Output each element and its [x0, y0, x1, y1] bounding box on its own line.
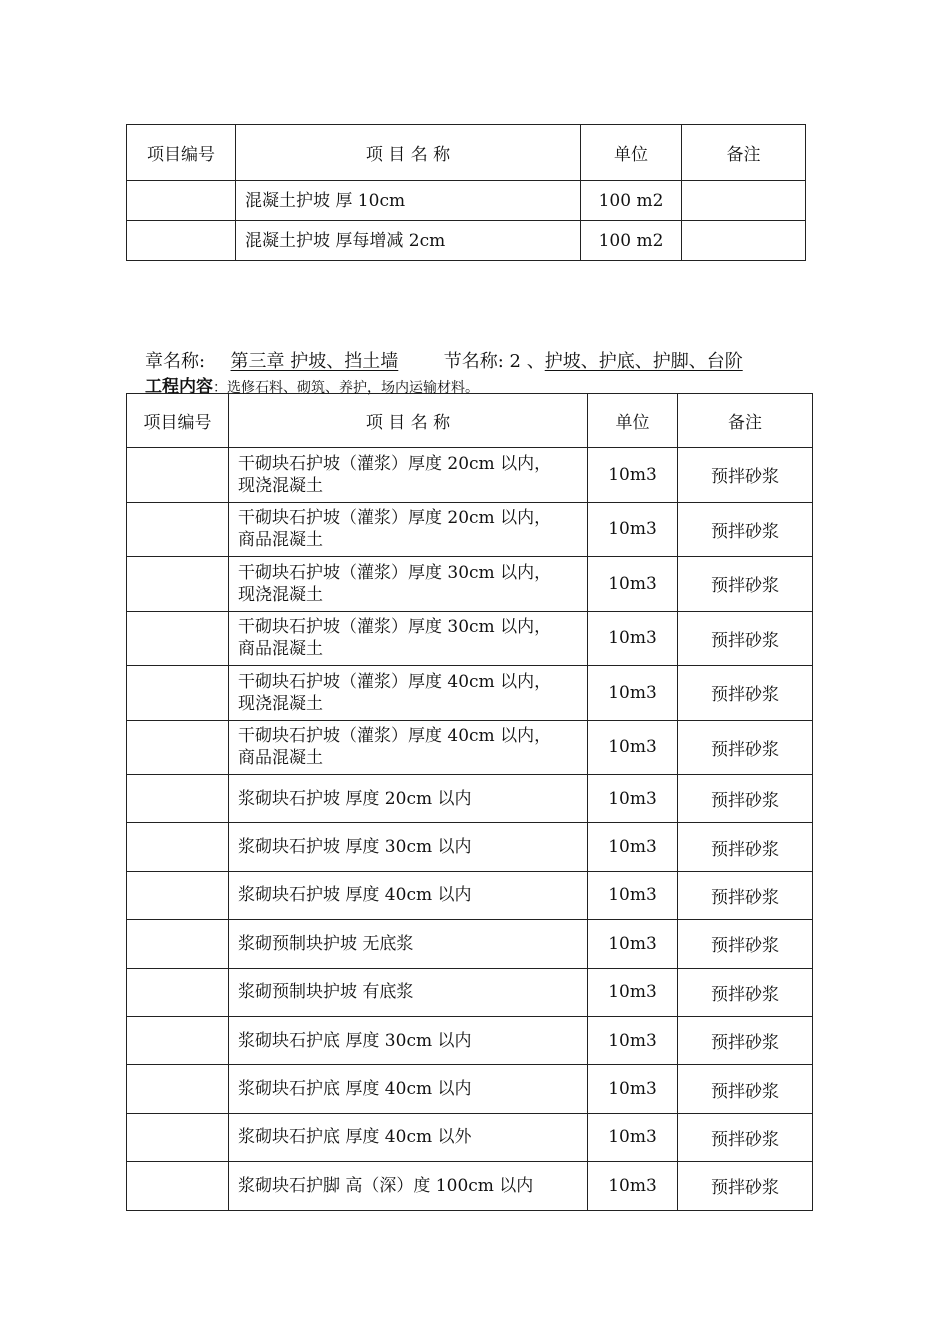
table-row [127, 611, 813, 666]
cell-unit: 10m3 [588, 871, 678, 919]
cell-name-line2: 现浇混凝土 [238, 475, 323, 496]
cell-name: 混凝土护坡 厚每增减 2cm [236, 221, 581, 261]
cell-name-line1: 浆砌块石护脚 高（深）度 100cm 以内 [238, 1175, 534, 1196]
cell-name-line2: 商品混凝土 [238, 748, 323, 769]
cell-code [127, 611, 229, 666]
cell-name-line1: 浆砌预制块护坡 有底浆 [238, 982, 414, 1003]
cell-unit: 10m3 [588, 968, 678, 1016]
chapter-value: 第三章 护坡、挡土墙 [230, 351, 399, 372]
header-name: 项 目 名 称 [236, 125, 581, 181]
table-header-row [127, 394, 813, 448]
cell-code [127, 920, 229, 968]
cell-unit: 10m3 [588, 666, 678, 721]
cell-remark: 预拌砂浆 [678, 920, 813, 968]
cell-name-line1: 浆砌块石护底 厚度 40cm 以外 [238, 1127, 472, 1148]
cell-name-line1: 干砌块石护坡（灌浆）厚度 30cm 以内， [238, 617, 552, 638]
header-unit: 单位 [581, 125, 682, 181]
cell-remark: 预拌砂浆 [678, 775, 813, 823]
cell-name [229, 666, 588, 721]
table-row [127, 1162, 813, 1210]
cell-code [127, 871, 229, 919]
cell-unit: 10m3 [588, 557, 678, 612]
cell-remark: 预拌砂浆 [678, 666, 813, 721]
cell-code [127, 221, 236, 261]
header-unit: 单位 [588, 394, 678, 448]
cell-remark: 预拌砂浆 [678, 1065, 813, 1113]
table-row [127, 666, 813, 721]
cell-name-line1: 浆砌块石护坡 厚度 30cm 以内 [238, 837, 472, 858]
cell-name-line2: 商品混凝土 [238, 639, 323, 660]
cell-code [127, 666, 229, 721]
cell-name [229, 1016, 588, 1064]
table-row [127, 221, 806, 261]
cell-unit: 100 m2 [581, 181, 682, 221]
cell-unit: 10m3 [588, 1113, 678, 1161]
cell-code [127, 720, 229, 775]
section-label: 节名称: 2 、 [443, 351, 545, 372]
cell-name-line1: 浆砌块石护底 厚度 30cm 以内 [238, 1030, 472, 1051]
cell-remark: 预拌砂浆 [678, 611, 813, 666]
table-row [127, 720, 813, 775]
cell-code [127, 968, 229, 1016]
cell-remark: 预拌砂浆 [678, 720, 813, 775]
cell-name-line1: 干砌块石护坡（灌浆）厚度 30cm 以内， [238, 562, 552, 583]
cell-remark: 预拌砂浆 [678, 1016, 813, 1064]
cell-name [229, 775, 588, 823]
cell-unit: 100 m2 [581, 221, 682, 261]
quota-table-top [126, 124, 806, 261]
cell-unit: 10m3 [588, 775, 678, 823]
table-row [127, 1016, 813, 1064]
table-row [127, 968, 813, 1016]
cell-remark: 预拌砂浆 [678, 871, 813, 919]
cell-name [229, 968, 588, 1016]
cell-remark: 预拌砂浆 [678, 823, 813, 871]
cell-code [127, 823, 229, 871]
cell-name-line1: 浆砌块石护底 厚度 40cm 以内 [238, 1079, 472, 1100]
table-row [127, 448, 813, 503]
cell-name [229, 720, 588, 775]
table-row [127, 920, 813, 968]
table-row [127, 775, 813, 823]
cell-name: 混凝土护坡 厚 10cm [236, 181, 581, 221]
header-remark: 备注 [682, 125, 806, 181]
cell-code [127, 1016, 229, 1064]
cell-remark: 预拌砂浆 [678, 502, 813, 557]
cell-code [127, 1065, 229, 1113]
cell-remark: 预拌砂浆 [678, 968, 813, 1016]
cell-remark [682, 181, 806, 221]
cell-name-line1: 浆砌块石护坡 厚度 20cm 以内 [238, 788, 472, 809]
table-row [127, 823, 813, 871]
cell-code [127, 557, 229, 612]
cell-remark: 预拌砂浆 [678, 448, 813, 503]
cell-unit: 10m3 [588, 502, 678, 557]
cell-name-line2: 商品混凝土 [238, 530, 323, 551]
table-header-row [127, 125, 806, 181]
quota-table-main [126, 393, 813, 1211]
cell-unit: 10m3 [588, 823, 678, 871]
cell-name [229, 611, 588, 666]
cell-name-line1: 干砌块石护坡（灌浆）厚度 20cm 以内， [238, 453, 552, 474]
cell-name-line1: 浆砌块石护坡 厚度 40cm 以内 [238, 885, 472, 906]
cell-name [229, 557, 588, 612]
cell-name [229, 1065, 588, 1113]
cell-unit: 10m3 [588, 611, 678, 666]
cell-code [127, 448, 229, 503]
cell-unit: 10m3 [588, 1016, 678, 1064]
cell-name [229, 871, 588, 919]
cell-name [229, 502, 588, 557]
table-row [127, 871, 813, 919]
table-row [127, 557, 813, 612]
cell-code [127, 1113, 229, 1161]
cell-unit: 10m3 [588, 720, 678, 775]
cell-unit: 10m3 [588, 1162, 678, 1210]
cell-name [229, 920, 588, 968]
header-code: 项目编号 [127, 125, 236, 181]
cell-remark: 预拌砂浆 [678, 1162, 813, 1210]
cell-name-line1: 干砌块石护坡（灌浆）厚度 40cm 以内， [238, 726, 552, 747]
cell-remark [682, 221, 806, 261]
chapter-label: 章名称: [145, 351, 206, 372]
table-row [127, 1065, 813, 1113]
cell-unit: 10m3 [588, 1065, 678, 1113]
cell-name-line1: 干砌块石护坡（灌浆）厚度 40cm 以内， [238, 671, 552, 692]
cell-code [127, 1162, 229, 1210]
cell-name [229, 1113, 588, 1161]
table-row [127, 181, 806, 221]
cell-code [127, 502, 229, 557]
table-row [127, 1113, 813, 1161]
header-remark: 备注 [678, 394, 813, 448]
section-value: 护坡、护底、护脚、台阶 [544, 351, 743, 372]
table-row [127, 502, 813, 557]
work-content-text: ：选修石料、砌筑、养护，场内运输材料。 [213, 380, 479, 396]
cell-remark: 预拌砂浆 [678, 557, 813, 612]
cell-code [127, 181, 236, 221]
header-code: 项目编号 [127, 394, 229, 448]
cell-name-line1: 浆砌预制块护坡 无底浆 [238, 933, 414, 954]
cell-name [229, 823, 588, 871]
cell-name-line1: 干砌块石护坡（灌浆）厚度 20cm 以内， [238, 508, 552, 529]
cell-remark: 预拌砂浆 [678, 1113, 813, 1161]
cell-name [229, 448, 588, 503]
chapter-heading [145, 347, 743, 373]
cell-unit: 10m3 [588, 920, 678, 968]
cell-name-line2: 现浇混凝土 [238, 584, 323, 605]
header-name: 项 目 名 称 [229, 394, 588, 448]
cell-unit: 10m3 [588, 448, 678, 503]
work-content-label: 工程内容 [145, 377, 213, 397]
cell-code [127, 775, 229, 823]
cell-name-line2: 现浇混凝土 [238, 693, 323, 714]
cell-name [229, 1162, 588, 1210]
